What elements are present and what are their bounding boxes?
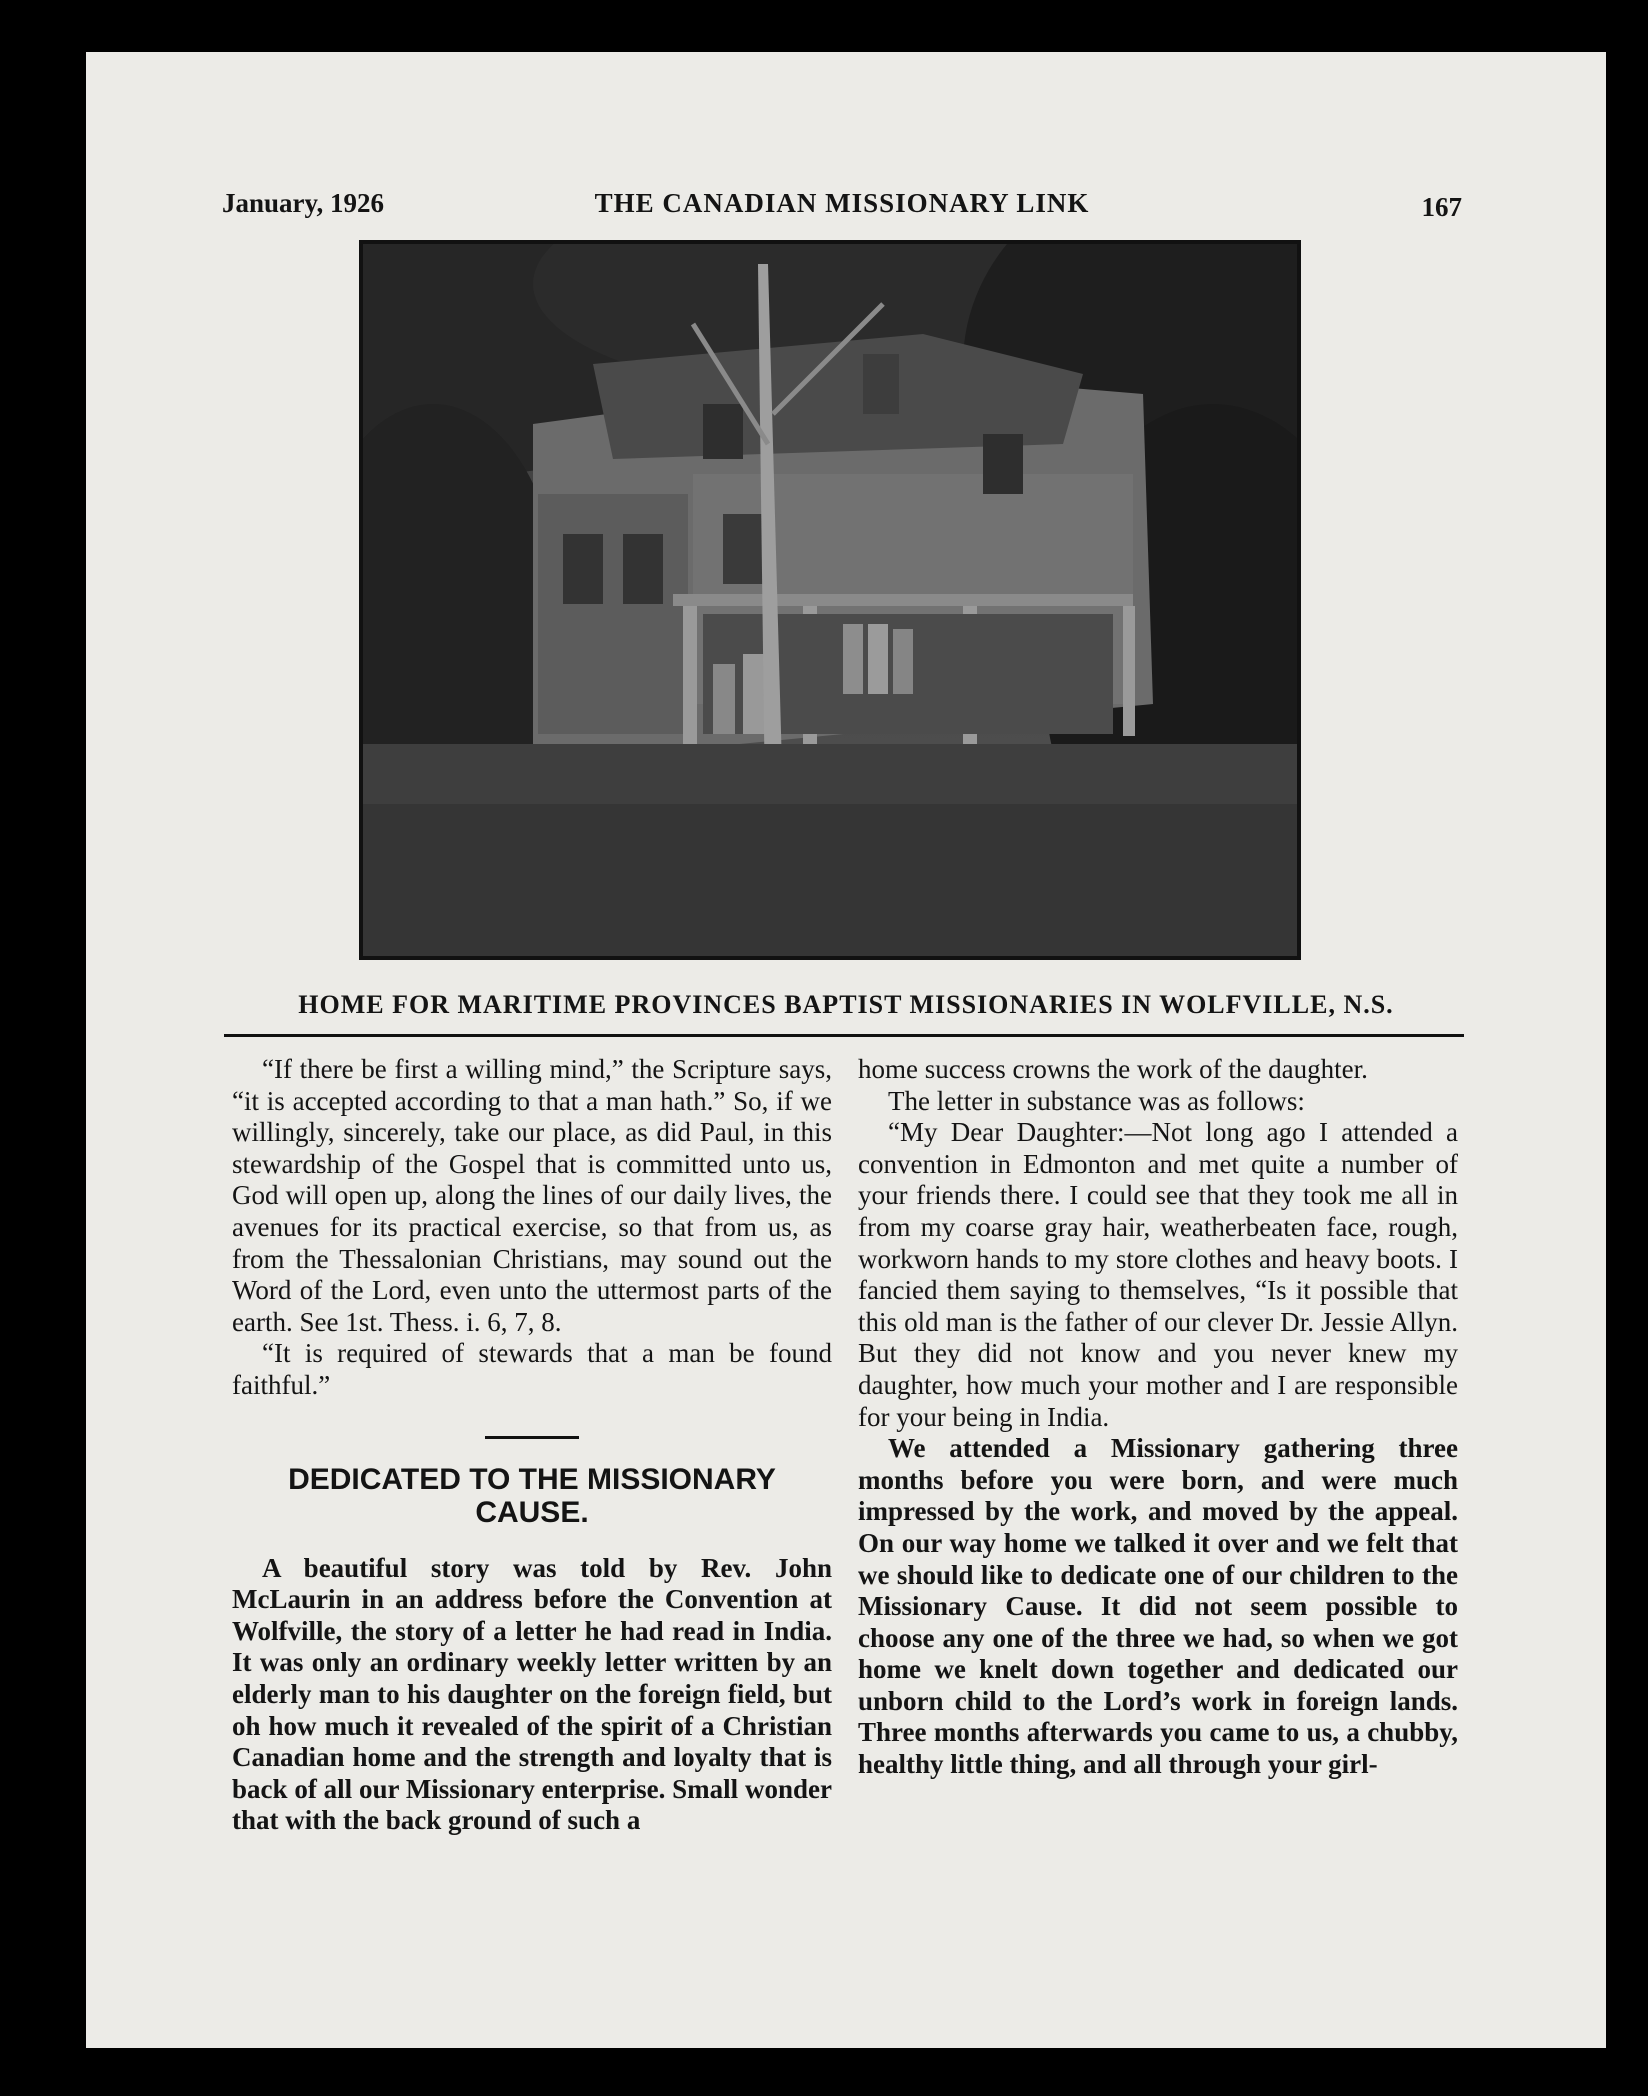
house-photograph — [359, 240, 1301, 960]
body-paragraph: We attended a Missionary gathering three months before you were born, and were much impressed by the work, and moved by the appeal. On our way home we talked it over and we felt that we should like to dedicate one of our children to the Missionary Cause. It did not seem possible to choose any one of the three we had, so when we got home we knelt down together and dedicated our unborn child to the Lord’s work in foreign lands. Three months afterwards you came to us, a chubby, healthy little thing, and all through your girl- — [858, 1433, 1458, 1780]
right-column — [858, 1054, 1458, 1781]
section-divider — [485, 1436, 579, 1439]
caption-rule — [224, 1034, 1464, 1037]
running-header — [222, 188, 1462, 228]
issue-date: January, 1926 — [222, 188, 385, 218]
section-title: DEDICATED TO THE MISSIONARY CAUSE. — [288, 1462, 776, 1529]
magazine-page — [86, 52, 1606, 2048]
photo-caption: HOME FOR MARITIME PROVINCES BAPTIST MISSIONARIES IN WOLFVILLE, N.S. — [298, 990, 1394, 1019]
body-paragraph: A beautiful story was told by Rev. John McLaurin in an address before the Convention at Wolfville, the story of a letter he had read in India. It was only an ordinary weekly letter written by an elderly man to his daughter on the foreign field, but oh how much it revealed of the spirit of a Christian Canadian home and the strength and loyalty that is back of all our Missionary enterprise. Small wonder that with the back ground of such a — [232, 1552, 832, 1836]
body-paragraph: “My Dear Daughter:—Not long ago I attended a convention in Edmonton and met quite a number of your friends there. I could see that they took me all in from my coarse gray hair, weatherbeaten face, rough, workworn hands to my store clothes and heavy boots. I fancied them saying to themselves, “Is it possible that this old man is the father of our clever Dr. Jessie Allyn. But they did not know and you never knew my daughter, how much your mother and I are responsible for your being in India. — [858, 1117, 1458, 1432]
page-number: 167 — [1421, 192, 1462, 222]
house-photo-illustration — [363, 244, 1297, 956]
left-column — [232, 1054, 832, 1837]
body-paragraph: home success crowns the work of the daughter. — [858, 1054, 1368, 1084]
body-paragraph: The letter in substance was as follows: — [888, 1085, 1305, 1116]
body-paragraph: “It is required of stewards that a man be found faithful.” — [232, 1338, 832, 1400]
journal-title: THE CANADIAN MISSIONARY LINK — [594, 188, 1090, 218]
body-paragraph: “If there be first a willing mind,” the Scripture says, “it is accepted according to that a man hath.” So, if we willingly, sincerely, take our place, as did Paul, in this stewardship of the Gospel that is committed unto us, God will open up, along the lines of our daily lives, the avenues for its practical exercise, so that from us, as from the Thessalonian Christians, may sound out the Word of the Lord, even unto the uttermost parts of the earth. See 1st. Thess. i. 6, 7, 8. — [232, 1054, 832, 1337]
